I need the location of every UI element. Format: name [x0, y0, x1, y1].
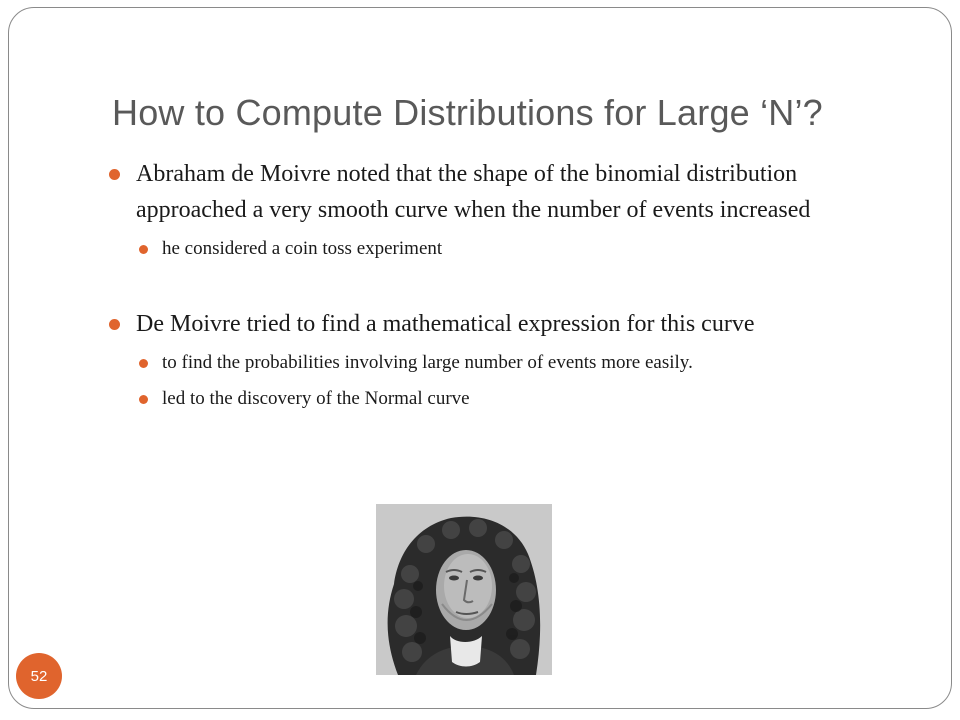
sub-bullet-dot-icon [139, 395, 148, 404]
portrait-image [376, 504, 552, 675]
sub-bullet-2-2 [106, 384, 906, 414]
slide-content [106, 156, 906, 414]
bullet-dot-icon [109, 319, 120, 330]
sub-bullet-1-1-text: he considered a coin toss experiment [162, 238, 443, 259]
sub-bullet-2-1 [106, 348, 906, 378]
bullet-2-text: De Moivre tried to find a mathematical expression for this curve [136, 311, 755, 337]
bullet-2 [106, 306, 906, 342]
slide-title: How to Compute Distributions for Large ‘N’? [112, 92, 823, 133]
page-number-badge: 52 [16, 653, 62, 699]
sub-bullet-dot-icon [139, 359, 148, 368]
sub-bullet-dot-icon [139, 245, 148, 254]
sub-bullet-2-1-text: to find the probabilities involving large number of events more easily. [162, 352, 693, 373]
bullet-1 [106, 156, 906, 228]
bullet-dot-icon [109, 169, 120, 180]
sub-bullet-1-1 [106, 234, 906, 264]
sub-bullet-2-2-text: led to the discovery of the Normal curve [162, 388, 470, 409]
bullet-1-text: Abraham de Moivre noted that the shape of the binomial distribution approached a very smooth curve when the number of events increased [136, 161, 811, 223]
